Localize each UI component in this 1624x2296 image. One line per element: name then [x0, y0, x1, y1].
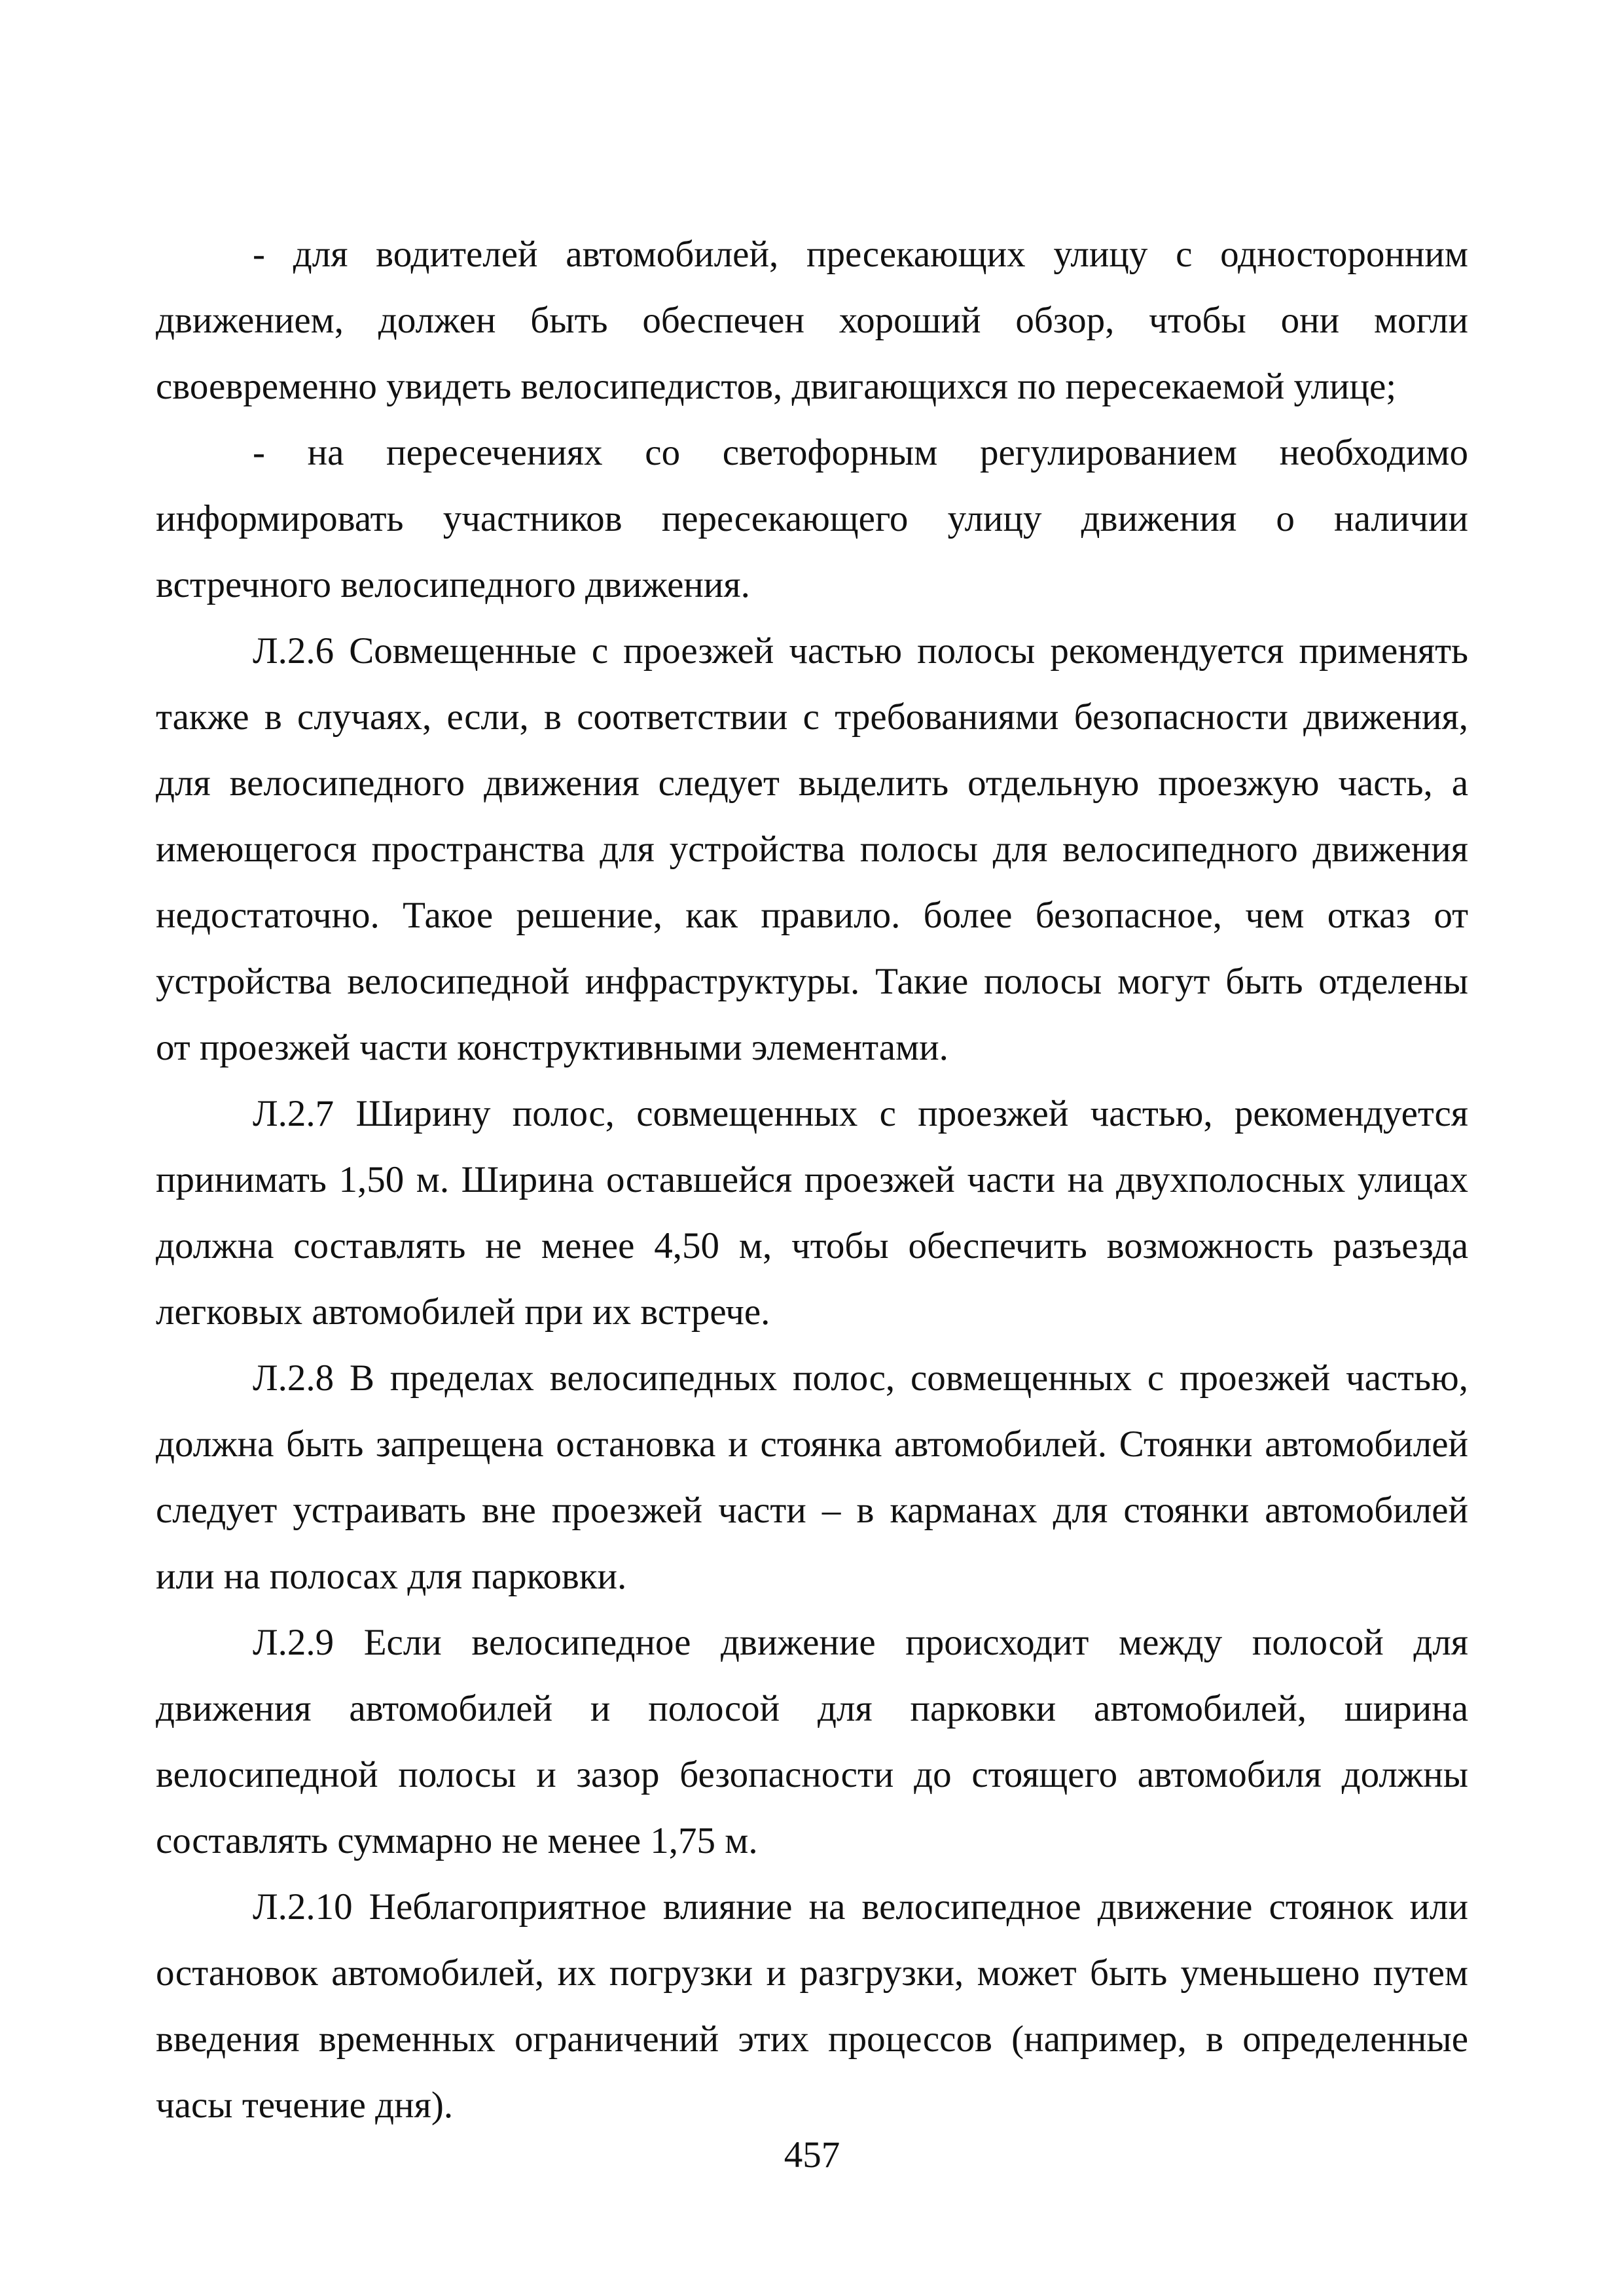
body-text	[156, 221, 1468, 2138]
paragraph-l-2-10: Л.2.10 Неблагоприятное влияние на велосипедное движение стоянок или остановок автомобилей, их погрузки и разгрузки, может быть уменьшено путем введения временных ограничений этих процессов (например, в определенные часы течение дня).	[156, 1886, 1468, 2126]
paragraph-l-2-8: Л.2.8 В пределах велосипедных полос, совмещенных с проезжей частью, должна быть запрещена остановка и стоянка автомобилей. Стоянки автомобилей следует устраивать вне проезжей части – в карманах для стоянки автомобилей или на полосах для парковки.	[156, 1357, 1468, 1597]
paragraph-l-2-6: Л.2.6 Совмещенные с проезжей частью полосы рекомендуется применять также в случаях, если, в соответствии с требованиями безопасности движения, для велосипедного движения следует выделить отдельную проезжую часть, а имеющегося пространства для устройства полосы для велосипедного движения недостаточно. Такое решение, как правило. более безопасное, чем отказ от устройства велосипедной инфраструктуры. Такие полосы могут быть отделены от проезжей части конструктивными элементами.	[156, 630, 1468, 1068]
page-number: 457	[784, 2134, 840, 2176]
paragraph-bullet-signal-info: - на пересечениях со светофорным регулированием необходимо информировать участников пересекающего улицу движения о наличии встречного велосипедного движения.	[156, 432, 1468, 605]
paragraph-l-2-9: Л.2.9 Если велосипедное движение происходит между полосой для движения автомобилей и полосой для парковки автомобилей, ширина велосипедной полосы и зазор безопасности до стоящего автомобиля должны составлять суммарно не менее 1,75 м.	[156, 1622, 1468, 1861]
paragraph-l-2-7: Л.2.7 Ширину полос, совмещенных с проезжей частью, рекомендуется принимать 1,50 м. Ширина оставшейся проезжей части на двухполосных улицах должна составлять не менее 4,50 м, чтобы обеспечить возможность разъезда легковых автомобилей при их встрече.	[156, 1093, 1468, 1333]
paragraph-bullet-driver-visibility: - для водителей автомобилей, пресекающих улицу с односторонним движением, должен быть обеспечен хороший обзор, чтобы они могли своевременно увидеть велосипедистов, двигающихся по пересекаемой улице;	[156, 234, 1468, 407]
